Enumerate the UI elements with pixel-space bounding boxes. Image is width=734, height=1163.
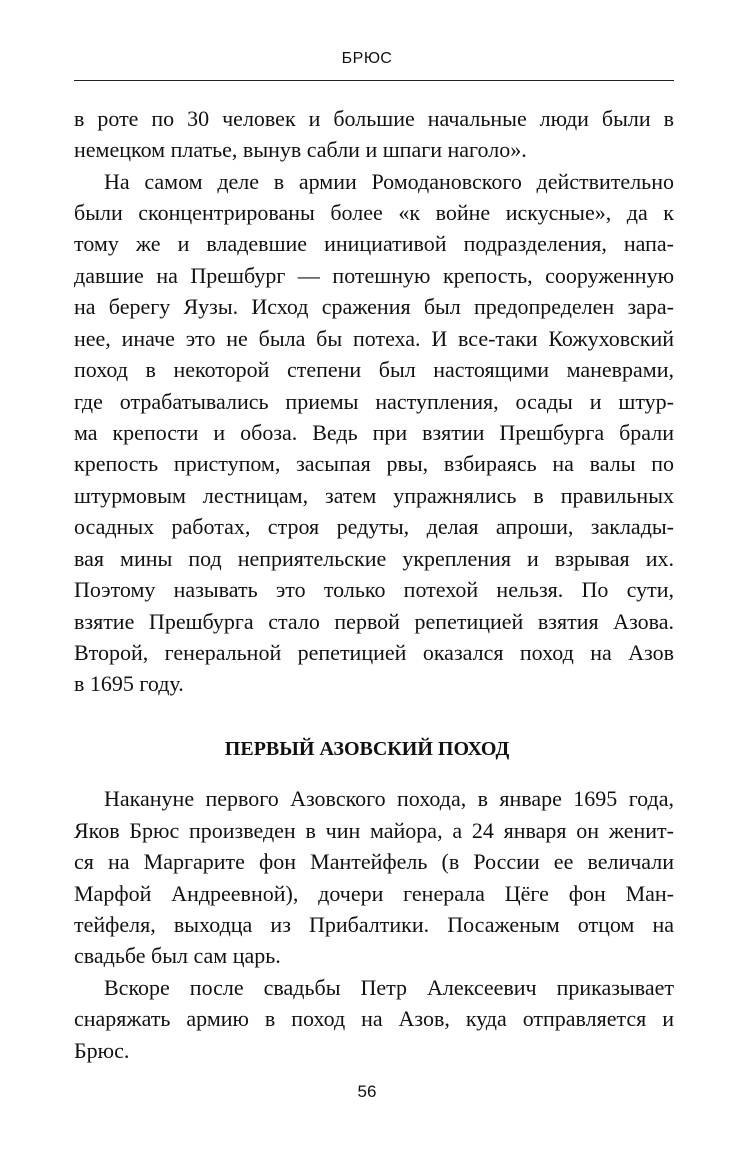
text-line: немецком платье, вынув сабли и шпаги наголо». — [74, 137, 527, 162]
page-number: 56 — [357, 1082, 377, 1101]
text-line: в 1695 году. — [74, 671, 184, 696]
text-line: Поэтому называть это только потехой нельзя. По сути, — [74, 577, 674, 602]
text-line: снаряжать армию в поход на Азов, куда отправляется и — [74, 1006, 674, 1031]
text-line: Брюс. — [74, 1038, 130, 1063]
text-line: на берегу Яузы. Исход сражения был предопределен зара- — [74, 294, 674, 319]
text-line: в роте по 30 человек и большие начальные люди были в — [74, 106, 674, 131]
text-line: штурмовым лестницам, затем упражнялись в правильных — [74, 483, 674, 508]
running-head: БРЮС — [341, 50, 393, 67]
text-line: Накануне первого Азовского похода, в январе 1695 года, — [104, 786, 674, 811]
text-line: где отрабатывались приемы наступления, осады и штур- — [74, 389, 674, 414]
text-line: тейфеля, выходца из Прибалтики. Посаженым отцом на — [74, 912, 674, 937]
text-line: тому же и владевшие инициативой подразделения, напа- — [74, 231, 674, 256]
text-line: поход в некоторой степени был настоящими маневрами, — [74, 357, 674, 382]
text-line: были сконцентрированы более «к войне искусные», да к — [74, 200, 674, 225]
text-line: вая мины под неприятельские укрепления и взрывая их. — [74, 546, 674, 571]
text-line: ма крепости и обоза. Ведь при взятии Прешбурга брали — [74, 420, 674, 445]
text-line: крепость приступом, засыпая рвы, взбираясь на валы по — [74, 451, 674, 476]
text-line: ся на Маргарите фон Мантейфель (в России ее величали — [74, 849, 674, 874]
text-line: Марфой Андреевной), дочери генерала Цёге фон Ман- — [74, 881, 674, 906]
header-rule — [74, 80, 674, 81]
text-line: нее, иначе это не была бы потеха. И все-таки Кожуховский — [74, 326, 674, 351]
text-line: Второй, генеральной репетицией оказался поход на Азов — [74, 640, 674, 665]
text-line: осадных работах, строя редуты, делая апроши, заклады- — [74, 514, 674, 539]
text-line: На самом деле в армии Ромодановского действительно — [104, 169, 674, 194]
text-line: Яков Брюс произведен в чин майора, а 24 января он женит- — [74, 818, 674, 843]
text-line: Вскоре после свадьбы Петр Алексеевич приказывает — [104, 975, 674, 1000]
text-line: свадьбе был сам царь. — [74, 943, 281, 968]
text-line: взятие Прешбурга стало первой репетицией взятия Азова. — [74, 609, 674, 634]
section-heading: ПЕРВЫЙ АЗОВСКИЙ ПОХОД — [224, 738, 510, 760]
text-line: давшие на Прешбург — потешную крепость, сооруженную — [74, 263, 674, 288]
